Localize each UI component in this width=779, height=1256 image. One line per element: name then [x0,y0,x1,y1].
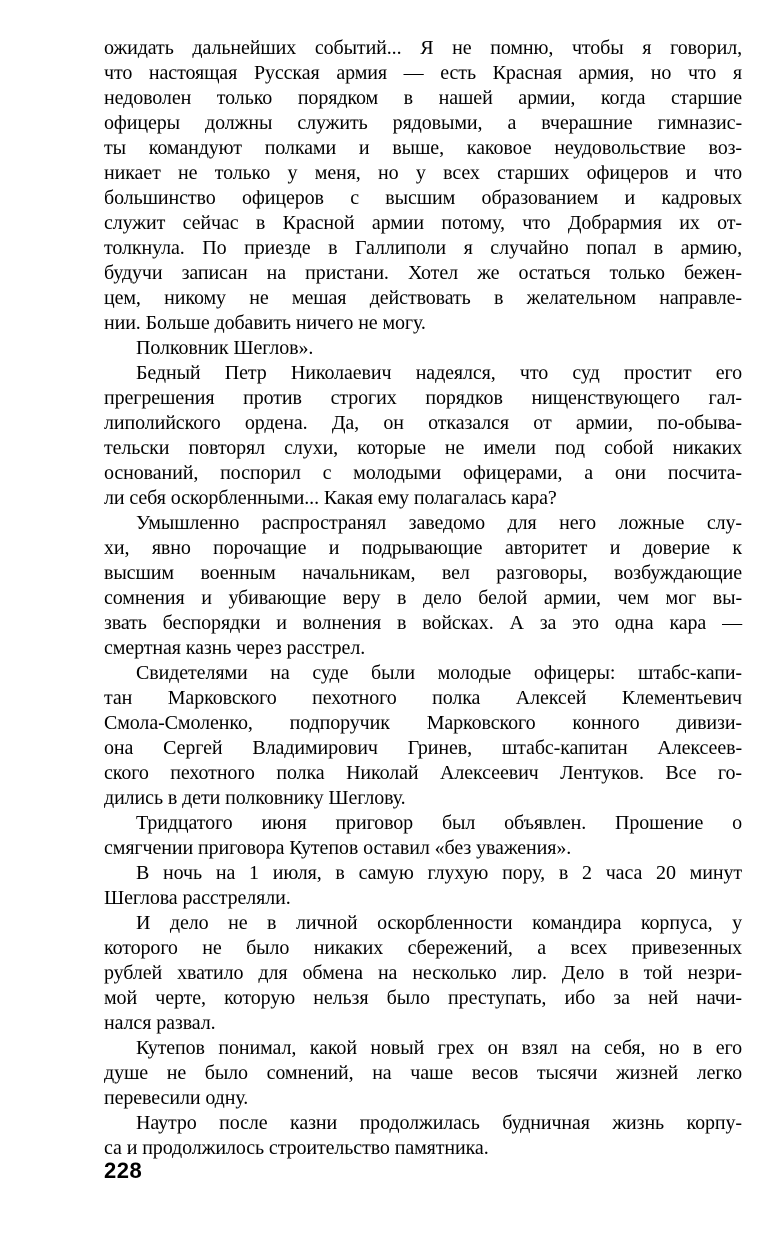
text-line: Умышленно распространял заведомо для него ложные слу- [136,512,742,534]
text-line: звать беспорядки и волнения в войсках. А за это одна кара — [104,612,742,634]
text-line: никает не только у меня, но у всех старших офицеров и что [104,162,742,184]
paragraph [104,336,742,361]
paragraph [104,811,742,861]
text-line: нался развал. [104,1012,216,1034]
paragraph [104,1111,742,1161]
text-line: И дело не в личной оскорбленности командира корпуса, у [136,912,742,934]
text-line: Кутепов понимал, какой новый грех он взял на себя, но в его [136,1037,742,1059]
text-line: тельски повторял слухи, которые не имели под собой никаких [104,437,742,459]
text-line: ты командуют полками и выше, каковое неудовольствие воз- [104,137,742,159]
text-line: Смола-Смоленко, подпоручик Марковского конного дивизи- [104,712,742,734]
text-line: мой черте, которую нельзя было преступать, ибо за ней начи- [104,987,742,1009]
page-number: 228 [104,1158,143,1183]
text-line: недоволен только порядком в нашей армии, когда старшие [104,87,742,109]
text-line: тан Марковского пехотного полка Алексей Клементьевич [104,687,742,709]
paragraph [104,36,742,336]
paragraph [104,361,742,511]
text-line: офицеры должны служить рядовыми, а вчерашние гимназис- [104,112,742,134]
text-line: цем, никому не мешая действовать в желательном направле- [104,287,742,309]
paragraph [104,861,742,911]
text-line: прегрешения против строгих порядков нищенствующего гал- [104,387,742,409]
text-line: высшим военным начальникам, вел разговоры, возбуждающие [104,562,742,584]
text-line: что настоящая Русская армия — есть Красная армия, но что я [104,62,742,84]
text-line: ли себя оскорбленными... Какая ему полагалась кара? [104,487,557,509]
text-line: Шеглова расстреляли. [104,887,291,909]
text-line: сомнения и убивающие веру в дело белой армии, чем мог вы- [104,587,742,609]
text-block [104,36,742,1161]
text-line: большинство офицеров с высшим образованием и кадровых [104,187,742,209]
paragraph [104,1036,742,1111]
text-line: Тридцатого июня приговор был объявлен. Прошение о [136,812,742,834]
paragraph [104,661,742,811]
text-line: В ночь на 1 июля, в самую глухую пору, в 2 часа 20 минут [136,862,742,884]
text-line: которого не было никаких сбережений, а всех привезенных [104,937,742,959]
text-line: са и продолжилось строительство памятника. [104,1137,489,1159]
text-line: смертная казнь через расстрел. [104,637,366,659]
text-line: она Сергей Владимирович Гринев, штабс-капитан Алексеев- [104,737,742,759]
text-line: служит сейчас в Красной армии потому, что Добрармия их от- [104,212,742,234]
text-line: дились в дети полковнику Шеглову. [104,787,406,809]
text-line: перевесили одну. [104,1087,249,1109]
text-line: толкнула. По приезде в Галлиполи я случайно попал в армию, [104,237,742,259]
text-line: Полковник Шеглов». [136,337,314,359]
text-line: будучи записан на пристани. Хотел же остаться только бежен- [104,262,742,284]
paragraph [104,911,742,1036]
text-line: ского пехотного полка Николай Алексеевич Лентуков. Все го- [104,762,742,784]
paragraph [104,511,742,661]
text-line: смягчении приговора Кутепов оставил «без уважения». [104,837,572,859]
text-line: оснований, поспорил с молодыми офицерами, а они посчита- [104,462,742,484]
text-line: Наутро после казни продолжилась будничная жизнь корпу- [136,1112,742,1134]
text-line: липолийского ордена. Да, он отказался от армии, по-обыва- [104,412,742,434]
text-line: рублей хватило для обмена на несколько лир. Дело в той незри- [104,962,742,984]
text-line: душе не было сомнений, на чаше весов тысячи жизней легко [104,1062,742,1084]
text-line: хи, явно порочащие и подрывающие авторитет и доверие к [104,537,742,559]
text-line: нии. Больше добавить ничего не могу. [104,312,426,334]
text-line: Свидетелями на суде были молодые офицеры: штабс-капи- [136,662,742,684]
text-line: Бедный Петр Николаевич надеялся, что суд простит его [136,362,742,384]
text-line: ожидать дальнейших событий... Я не помню, чтобы я говорил, [104,37,742,59]
